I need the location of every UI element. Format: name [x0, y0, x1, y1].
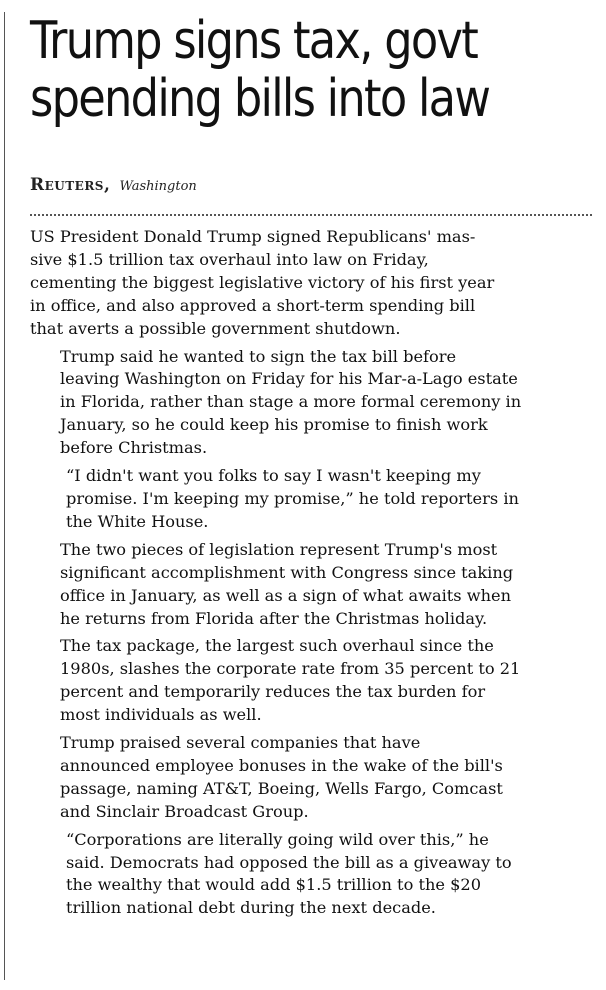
column-rule [4, 12, 5, 980]
text-line: and Sinclair Broadcast Group. [60, 801, 309, 821]
paragraph [30, 465, 592, 534]
article-body [30, 226, 592, 920]
text-line: sive $1.5 trillion tax overhaul into law on Friday, [30, 249, 429, 269]
paragraph [30, 346, 592, 461]
text-line: office in January, as well as a sign of what awaits when [60, 585, 512, 605]
text-line: that averts a possible government shutdown. [30, 318, 401, 338]
text-line: the wealthy that would add $1.5 trillion to the $20 [66, 875, 482, 895]
byline-dateline: Washington [119, 179, 197, 194]
paragraph [30, 226, 592, 341]
paragraph [30, 829, 592, 921]
text-line: he returns from Florida after the Christmas holiday. [60, 608, 488, 628]
text-line: said. Democrats had opposed the bill as a giveaway to [66, 852, 512, 872]
text-line: “I didn't want you folks to say I wasn't keeping my [66, 466, 481, 486]
text-line: 1980s, slashes the corporate rate from 35 percent to 21 [60, 659, 521, 679]
byline-agency: Reuters, [30, 175, 111, 195]
paragraph [30, 732, 592, 824]
text-line: Trump praised several companies that have [60, 733, 421, 753]
text-line: The tax package, the largest such overhaul since the [60, 636, 494, 656]
text-line: leaving Washington on Friday for his Mar-a-Lago estate [60, 369, 518, 389]
text-line: in Florida, rather than stage a more formal ceremony in [60, 392, 522, 412]
text-line: the White House. [66, 511, 209, 531]
paragraph [30, 539, 592, 631]
text-line: US President Donald Trump signed Republicans' mas- [30, 227, 476, 246]
text-line: The two pieces of legislation represent Trump's most [60, 539, 498, 559]
headline-line: Trump signs tax, govt [30, 11, 478, 71]
text-line: January, so he could keep his promise to finish work [60, 415, 488, 435]
text-line: passage, naming AT&T, Boeing, Wells Fargo, Comcast [60, 778, 503, 798]
text-line: trillion national debt during the next decade. [66, 898, 436, 918]
text-line: most individuals as well. [60, 705, 262, 725]
text-line: in office, and also approved a short-term spending bill [30, 295, 476, 315]
text-line: promise. I'm keeping my promise,” he told reporters in [66, 488, 519, 508]
byline [30, 175, 197, 195]
headline-line: spending bills into law [30, 69, 490, 129]
text-line: percent and temporarily reduces the tax burden for [60, 682, 486, 702]
paragraph [30, 635, 592, 727]
text-line: announced employee bonuses in the wake of the bill's [60, 755, 503, 775]
text-line: “Corporations are literally going wild over this,” he [66, 829, 489, 849]
text-line: before Christmas. [60, 438, 208, 458]
text-line: cementing the biggest legislative victory of his first year [30, 272, 495, 292]
text-line: significant accomplishment with Congress since taking [60, 562, 514, 582]
text-line: Trump said he wanted to sign the tax bill before [60, 346, 457, 366]
dotted-divider [30, 214, 592, 216]
headline [30, 12, 512, 128]
